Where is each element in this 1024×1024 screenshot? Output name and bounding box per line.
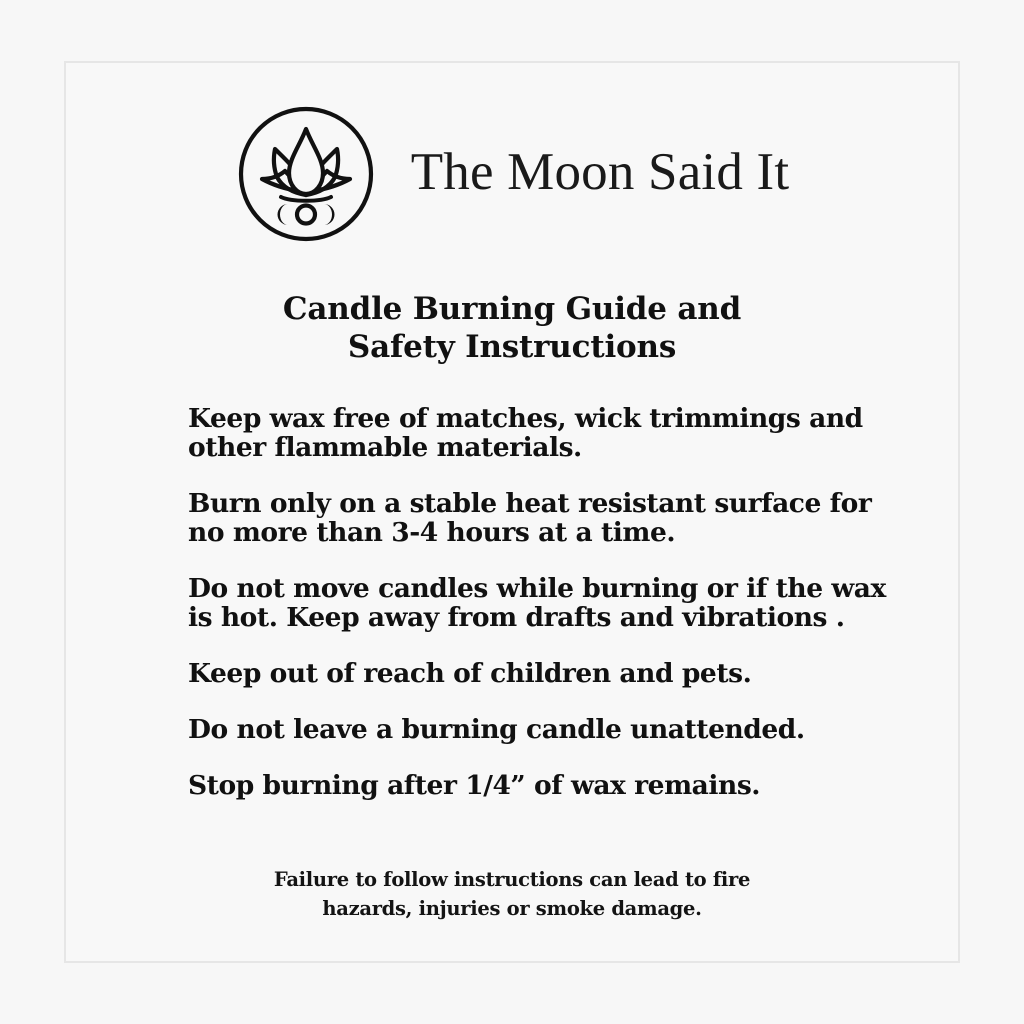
warning-note-line-2: hazards, injuries or smoke damage.	[322, 897, 702, 920]
page-title	[66, 290, 958, 366]
lotus-base-line	[281, 197, 331, 201]
waxing-crescent-moon-icon	[277, 204, 288, 225]
warning-note	[66, 865, 958, 923]
page-title-line-1: Candle Burning Guide and	[282, 291, 742, 327]
instruction-item: Do not leave a burning candle unattended.	[188, 714, 805, 745]
brand-header	[66, 94, 958, 254]
lotus-petal-center	[289, 129, 323, 194]
waning-crescent-moon-icon	[324, 204, 335, 225]
instruction-card	[64, 61, 960, 963]
instruction-item: Do not move candles while burning or if the wax is hot. Keep away from drafts and vibrations .	[188, 573, 886, 633]
instructions-list	[188, 404, 888, 800]
warning-note-line-1: Failure to follow instructions can lead to fire	[273, 868, 751, 891]
instruction-item: Keep out of reach of children and pets.	[188, 658, 752, 689]
instruction-item: Burn only on a stable heat resistant surface for no more than 3-4 hours at a time.	[188, 488, 872, 548]
page-title-line-2: Safety Instructions	[347, 329, 677, 365]
instruction-item: Keep wax free of matches, wick trimmings and other flammable materials.	[188, 403, 863, 463]
full-moon-outline-icon	[297, 206, 315, 224]
lotus-moon-phases-circle-icon	[235, 103, 377, 245]
brand-name: The Moon Said It	[410, 142, 790, 201]
instruction-item: Stop burning after 1/4” of wax remains.	[188, 770, 761, 801]
